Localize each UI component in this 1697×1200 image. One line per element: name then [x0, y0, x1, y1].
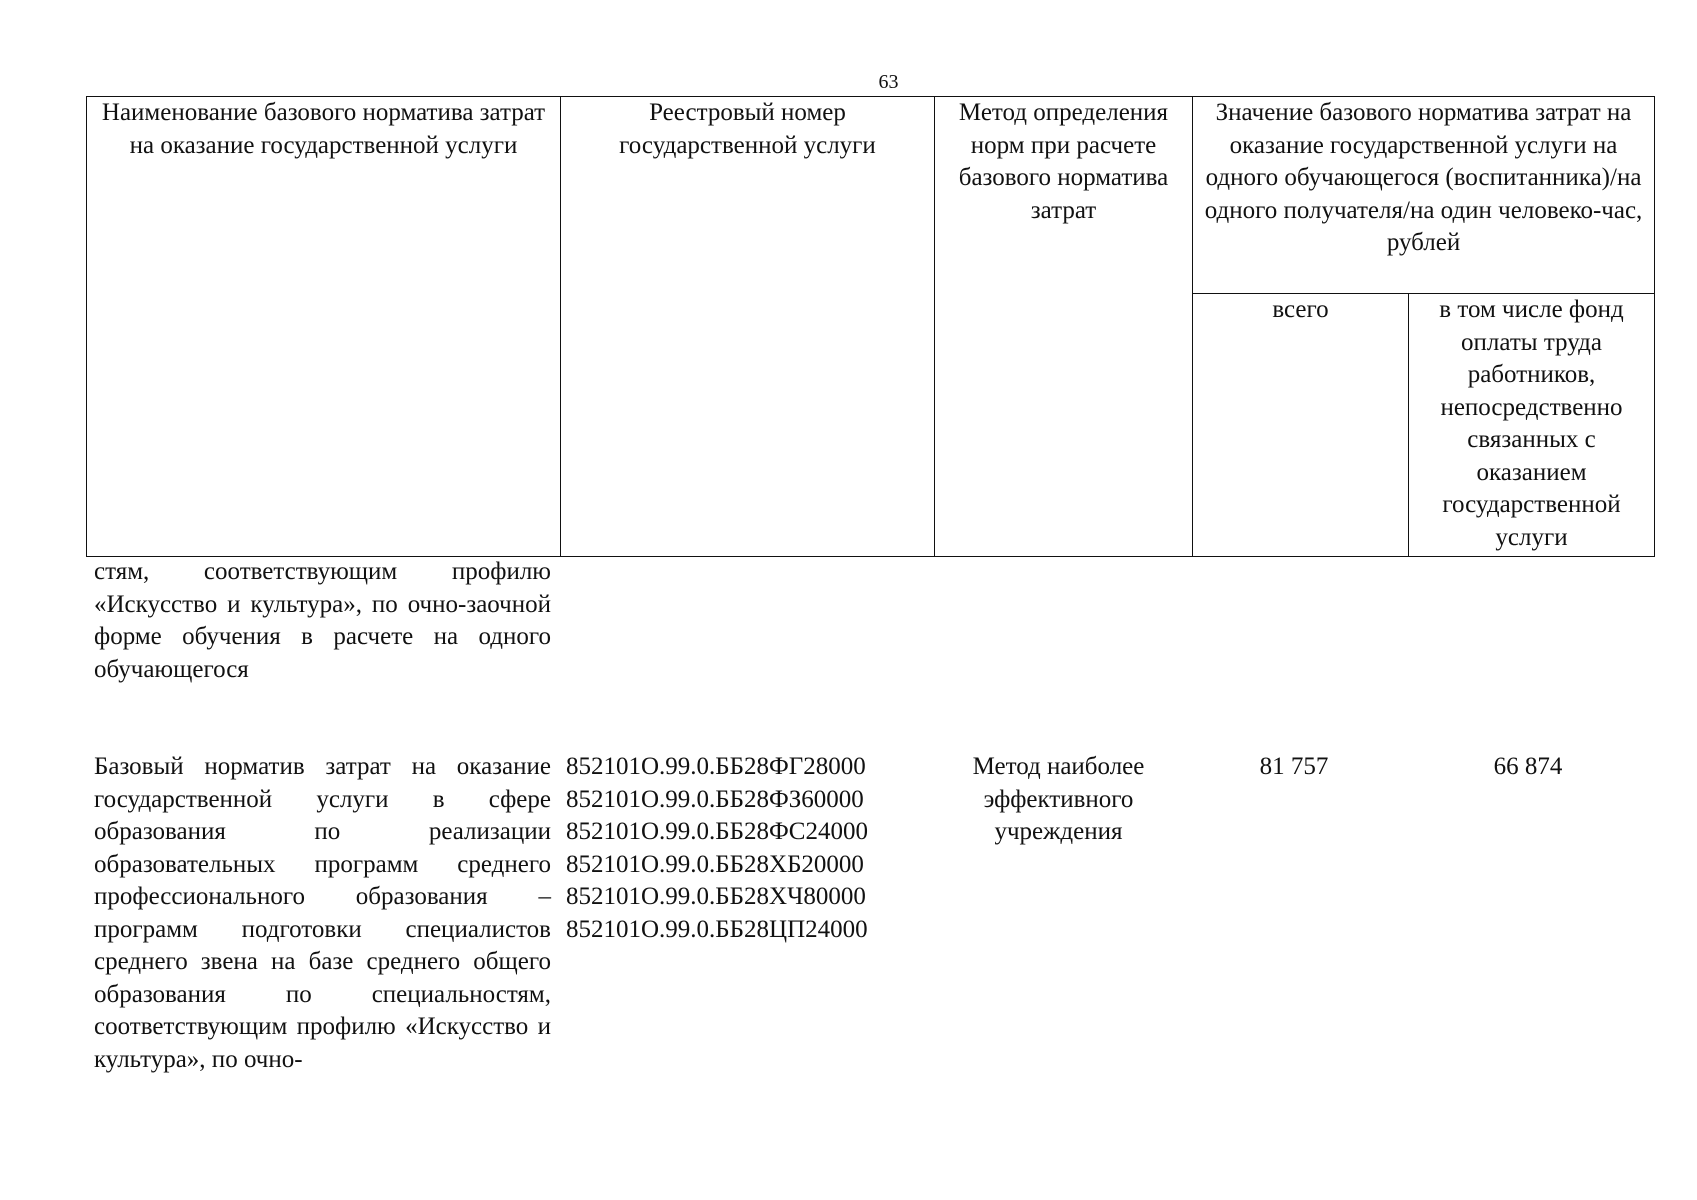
method-cell: Метод наиболее эффективного учреждения: [972, 753, 1145, 845]
registry-number-cell: [558, 556, 930, 686]
table-body: [86, 556, 1654, 1076]
method-cell: [930, 556, 1187, 686]
header-value-column: Значение базового норматива затрат на оказание государственной услуги на одного обучающегося (воспитанника)/на одного получателя/на один человеко-час, рублей: [1193, 97, 1655, 294]
header-total-subcolumn: всего: [1193, 294, 1409, 557]
header-method-column: Метод определения норм при расчете базового норматива затрат: [935, 97, 1193, 557]
table-header: [86, 96, 1655, 557]
payroll-value-cell: [1401, 556, 1645, 686]
table-row: [86, 556, 1654, 686]
page-number: 63: [878, 71, 899, 93]
header-payroll-subcolumn: в том числе фонд оплаты труда работников, непосредственно связанных с оказанием государственной услуги: [1409, 294, 1655, 557]
norm-name-cell: Базовый норматив затрат на оказание государственной услуги в сфере образования по реализации образовательных программ среднего профессионального образования – программ подготовки специалистов среднего звена на базе среднего общего образования по специальностям, соответствующим профилю «Искусство и культура», по очно-: [94, 753, 551, 1073]
payroll-value-cell: 66 874: [1493, 753, 1563, 780]
table-row: [86, 751, 1654, 1076]
norm-name-cell: стям, соответствующим профилю «Искусство и культура», по очно-заочной форме обучения в расчете на одного обучающегося: [94, 558, 551, 683]
registry-number-cell: 852101О.99.0.ББ28ФГ28000 852101О.99.0.ББ28ФЗ60000 852101О.99.0.ББ28ФС24000 852101О.99.0.ББ28ХБ20000 852101О.99.0.ББ28ХЧ80000 852101О.99.0.ББ28ЦП24000: [566, 753, 868, 943]
header-registry-column: Реестровый номер государственной услуги: [561, 97, 935, 557]
header-name-column: Наименование базового норматива затрат на оказание государственной услуги: [87, 97, 561, 557]
total-value-cell: [1187, 556, 1401, 686]
total-value-cell: 81 757: [1259, 753, 1329, 780]
